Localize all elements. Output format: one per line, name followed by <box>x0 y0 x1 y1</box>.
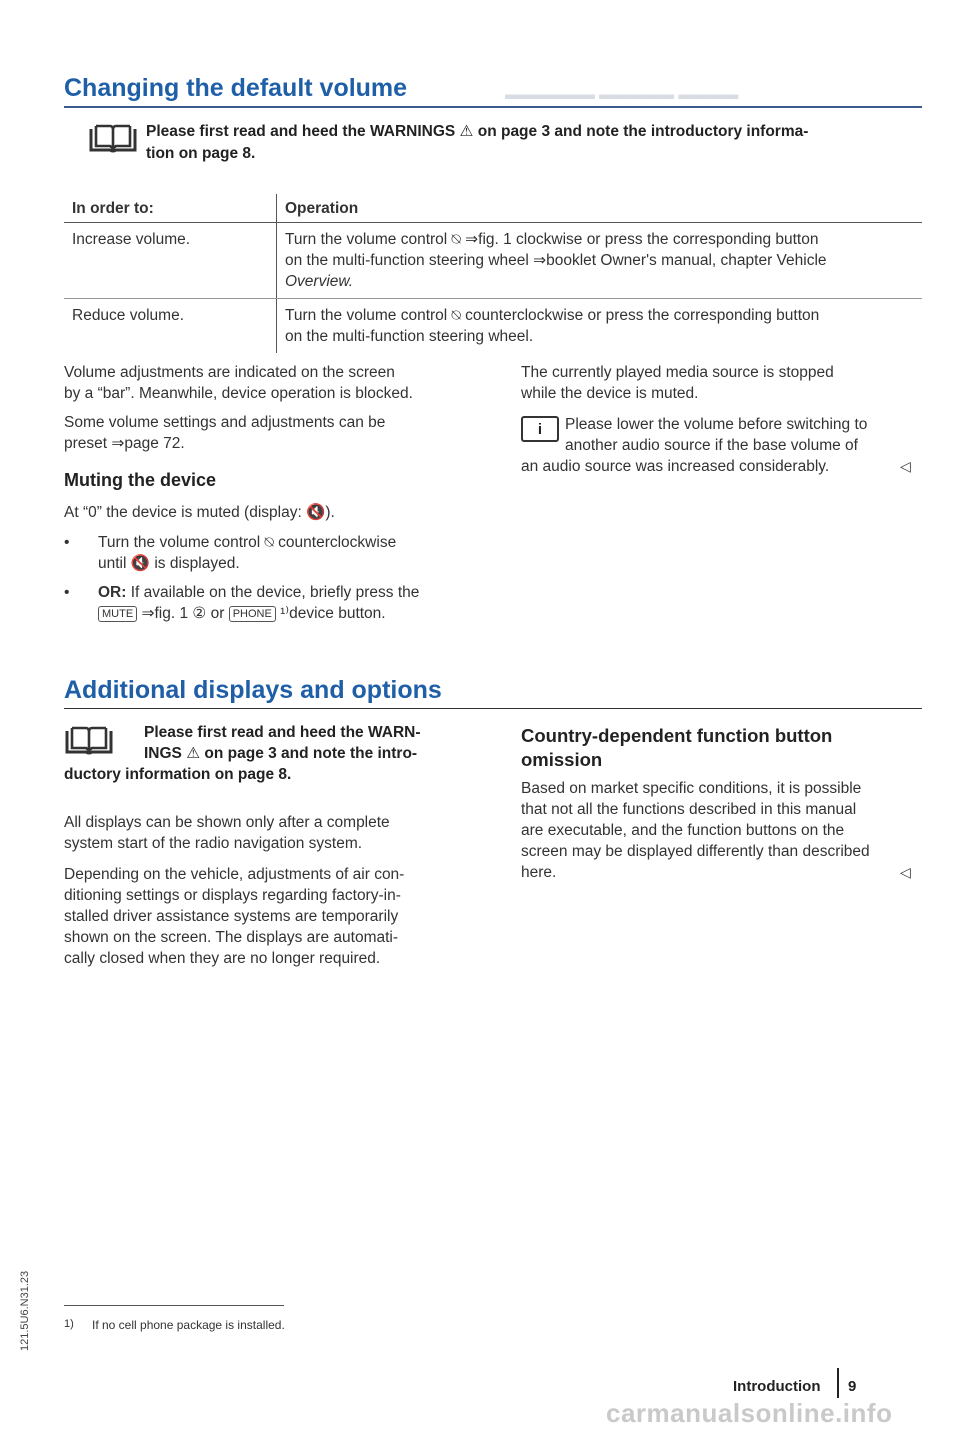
paragraph-depending-vehicle <box>64 864 464 969</box>
text-line: ditioning settings or displays regarding factory-in- <box>64 887 401 904</box>
text-line: All displays can be shown only after a complete <box>64 814 390 831</box>
table-row <box>64 223 922 299</box>
text-line: ⇒fig. 1 ② or <box>141 605 225 622</box>
text-line: here. <box>521 864 557 881</box>
warning-notice-line1: Please first read and heed the WARNINGS ⚠ on page 3 and note the introductory informa- <box>146 123 809 140</box>
table-cell-action: Reduce volume. <box>72 307 185 324</box>
operation-line: on the multi-function steering wheel. <box>285 328 534 345</box>
footnote-marker: 1) <box>64 1318 74 1330</box>
text-line: screen may be displayed differently than described <box>521 843 870 860</box>
text-line: while the device is muted. <box>521 385 699 402</box>
list-item <box>64 532 464 574</box>
text-line: omission <box>521 749 603 770</box>
section-divider <box>64 708 922 709</box>
text-line: system start of the radio navigation system. <box>64 835 363 852</box>
warning-notice <box>64 722 464 785</box>
operation-line: Turn the volume control ⍉ ⇒fig. 1 clockwise or press the corresponding button <box>285 231 819 248</box>
operation-line: on the multi-function steering wheel ⇒booklet Owner's manual, chapter Vehicle <box>285 252 827 269</box>
text-line: If available on the device, briefly press the <box>130 584 420 601</box>
table-cell-operation <box>277 223 923 299</box>
subheading-muting: Muting the device <box>64 470 217 490</box>
paragraph-volume-adjustments <box>64 362 464 404</box>
table-header-order: In order to: <box>64 194 277 223</box>
paragraph-media-stopped <box>521 362 921 404</box>
section-title-additional-displays: Additional displays and options <box>64 676 442 704</box>
text-line: ¹⁾device button. <box>280 605 386 622</box>
warning-notice-line2: tion on page 8. <box>146 145 256 162</box>
text-line: INGS ⚠ on page 3 and note the intro- <box>144 745 418 762</box>
operation-line: Turn the volume control ⍉ counterclockwise or press the corresponding button <box>285 307 820 324</box>
text-line: by a “bar”. Meanwhile, device operation is blocked. <box>64 385 413 402</box>
watermark: carmanualsonline.info <box>606 1398 893 1428</box>
text-line: Volume adjustments are indicated on the screen <box>64 364 395 381</box>
text-line: shown on the screen. The displays are automati- <box>64 929 399 946</box>
or-label: OR: <box>98 584 127 601</box>
footnote-divider <box>64 1305 284 1306</box>
muting-intro: At “0” the device is muted (display: 🔇). <box>64 504 335 521</box>
phone-key-icon: PHONE <box>229 606 276 622</box>
subheading-country-dependent <box>521 724 832 772</box>
mute-key-icon: MUTE <box>98 606 137 622</box>
text-line: preset ⇒page 72. <box>64 435 185 452</box>
bullet-icon: • <box>64 534 70 551</box>
text-line: Some volume settings and adjustments can be <box>64 414 386 431</box>
page-number: 9 <box>848 1378 857 1395</box>
text-line: Turn the volume control ⍉ counterclockwise <box>98 534 397 551</box>
text-line: that not all the functions described in this manual <box>521 801 857 818</box>
operations-table <box>64 194 922 353</box>
text-line: ductory information on page 8. <box>64 766 292 783</box>
table-cell-operation <box>277 299 923 354</box>
paragraph-country-dependent <box>521 778 921 883</box>
section-divider <box>64 106 922 108</box>
section-title-default-volume: Changing the default volume <box>64 74 408 102</box>
operation-line: Overview. <box>285 273 354 290</box>
text-line: an audio source was increased considerably. <box>521 458 830 475</box>
end-mark-icon: ◁ <box>900 864 911 880</box>
footer-chapter: Introduction <box>733 1378 821 1395</box>
book-icon <box>88 124 138 156</box>
text-line: Country-dependent function button <box>521 725 833 746</box>
table-cell-action: Increase volume. <box>64 223 277 299</box>
text-line: stalled driver assistance systems are temporarily <box>64 908 399 925</box>
text-line: until 🔇 is displayed. <box>98 555 240 572</box>
text-line: The currently played media source is stopped <box>521 364 834 381</box>
footnote-text: If no cell phone package is installed. <box>92 1318 285 1332</box>
text-line: Please first read and heed the WARN- <box>144 724 421 741</box>
text-line: are executable, and the function buttons on the <box>521 822 845 839</box>
bleed-through-decoration: ▬▬▬▬ ▬▬▬▬▬ ▬▬▬▬▬▬ <box>505 86 739 103</box>
text-line: Depending on the vehicle, adjustments of air con- <box>64 866 405 883</box>
footer-divider <box>837 1368 839 1398</box>
bullet-icon: • <box>64 584 70 601</box>
list-item <box>64 582 464 624</box>
text-line: another audio source if the base volume of <box>565 437 858 454</box>
info-icon: i <box>521 416 559 442</box>
table-row <box>64 299 922 354</box>
note-volume <box>521 414 921 477</box>
text-line: Based on market specific conditions, it is possible <box>521 780 862 797</box>
text-line: Please lower the volume before switching to <box>565 416 868 433</box>
end-mark-icon: ◁ <box>900 458 911 474</box>
table-header-operation: Operation <box>277 194 923 223</box>
document-code: 121.5U6.N31.23 <box>19 1270 31 1351</box>
text-line: cally closed when they are no longer required. <box>64 950 381 967</box>
paragraph-preset <box>64 412 464 454</box>
paragraph-all-displays <box>64 812 464 854</box>
